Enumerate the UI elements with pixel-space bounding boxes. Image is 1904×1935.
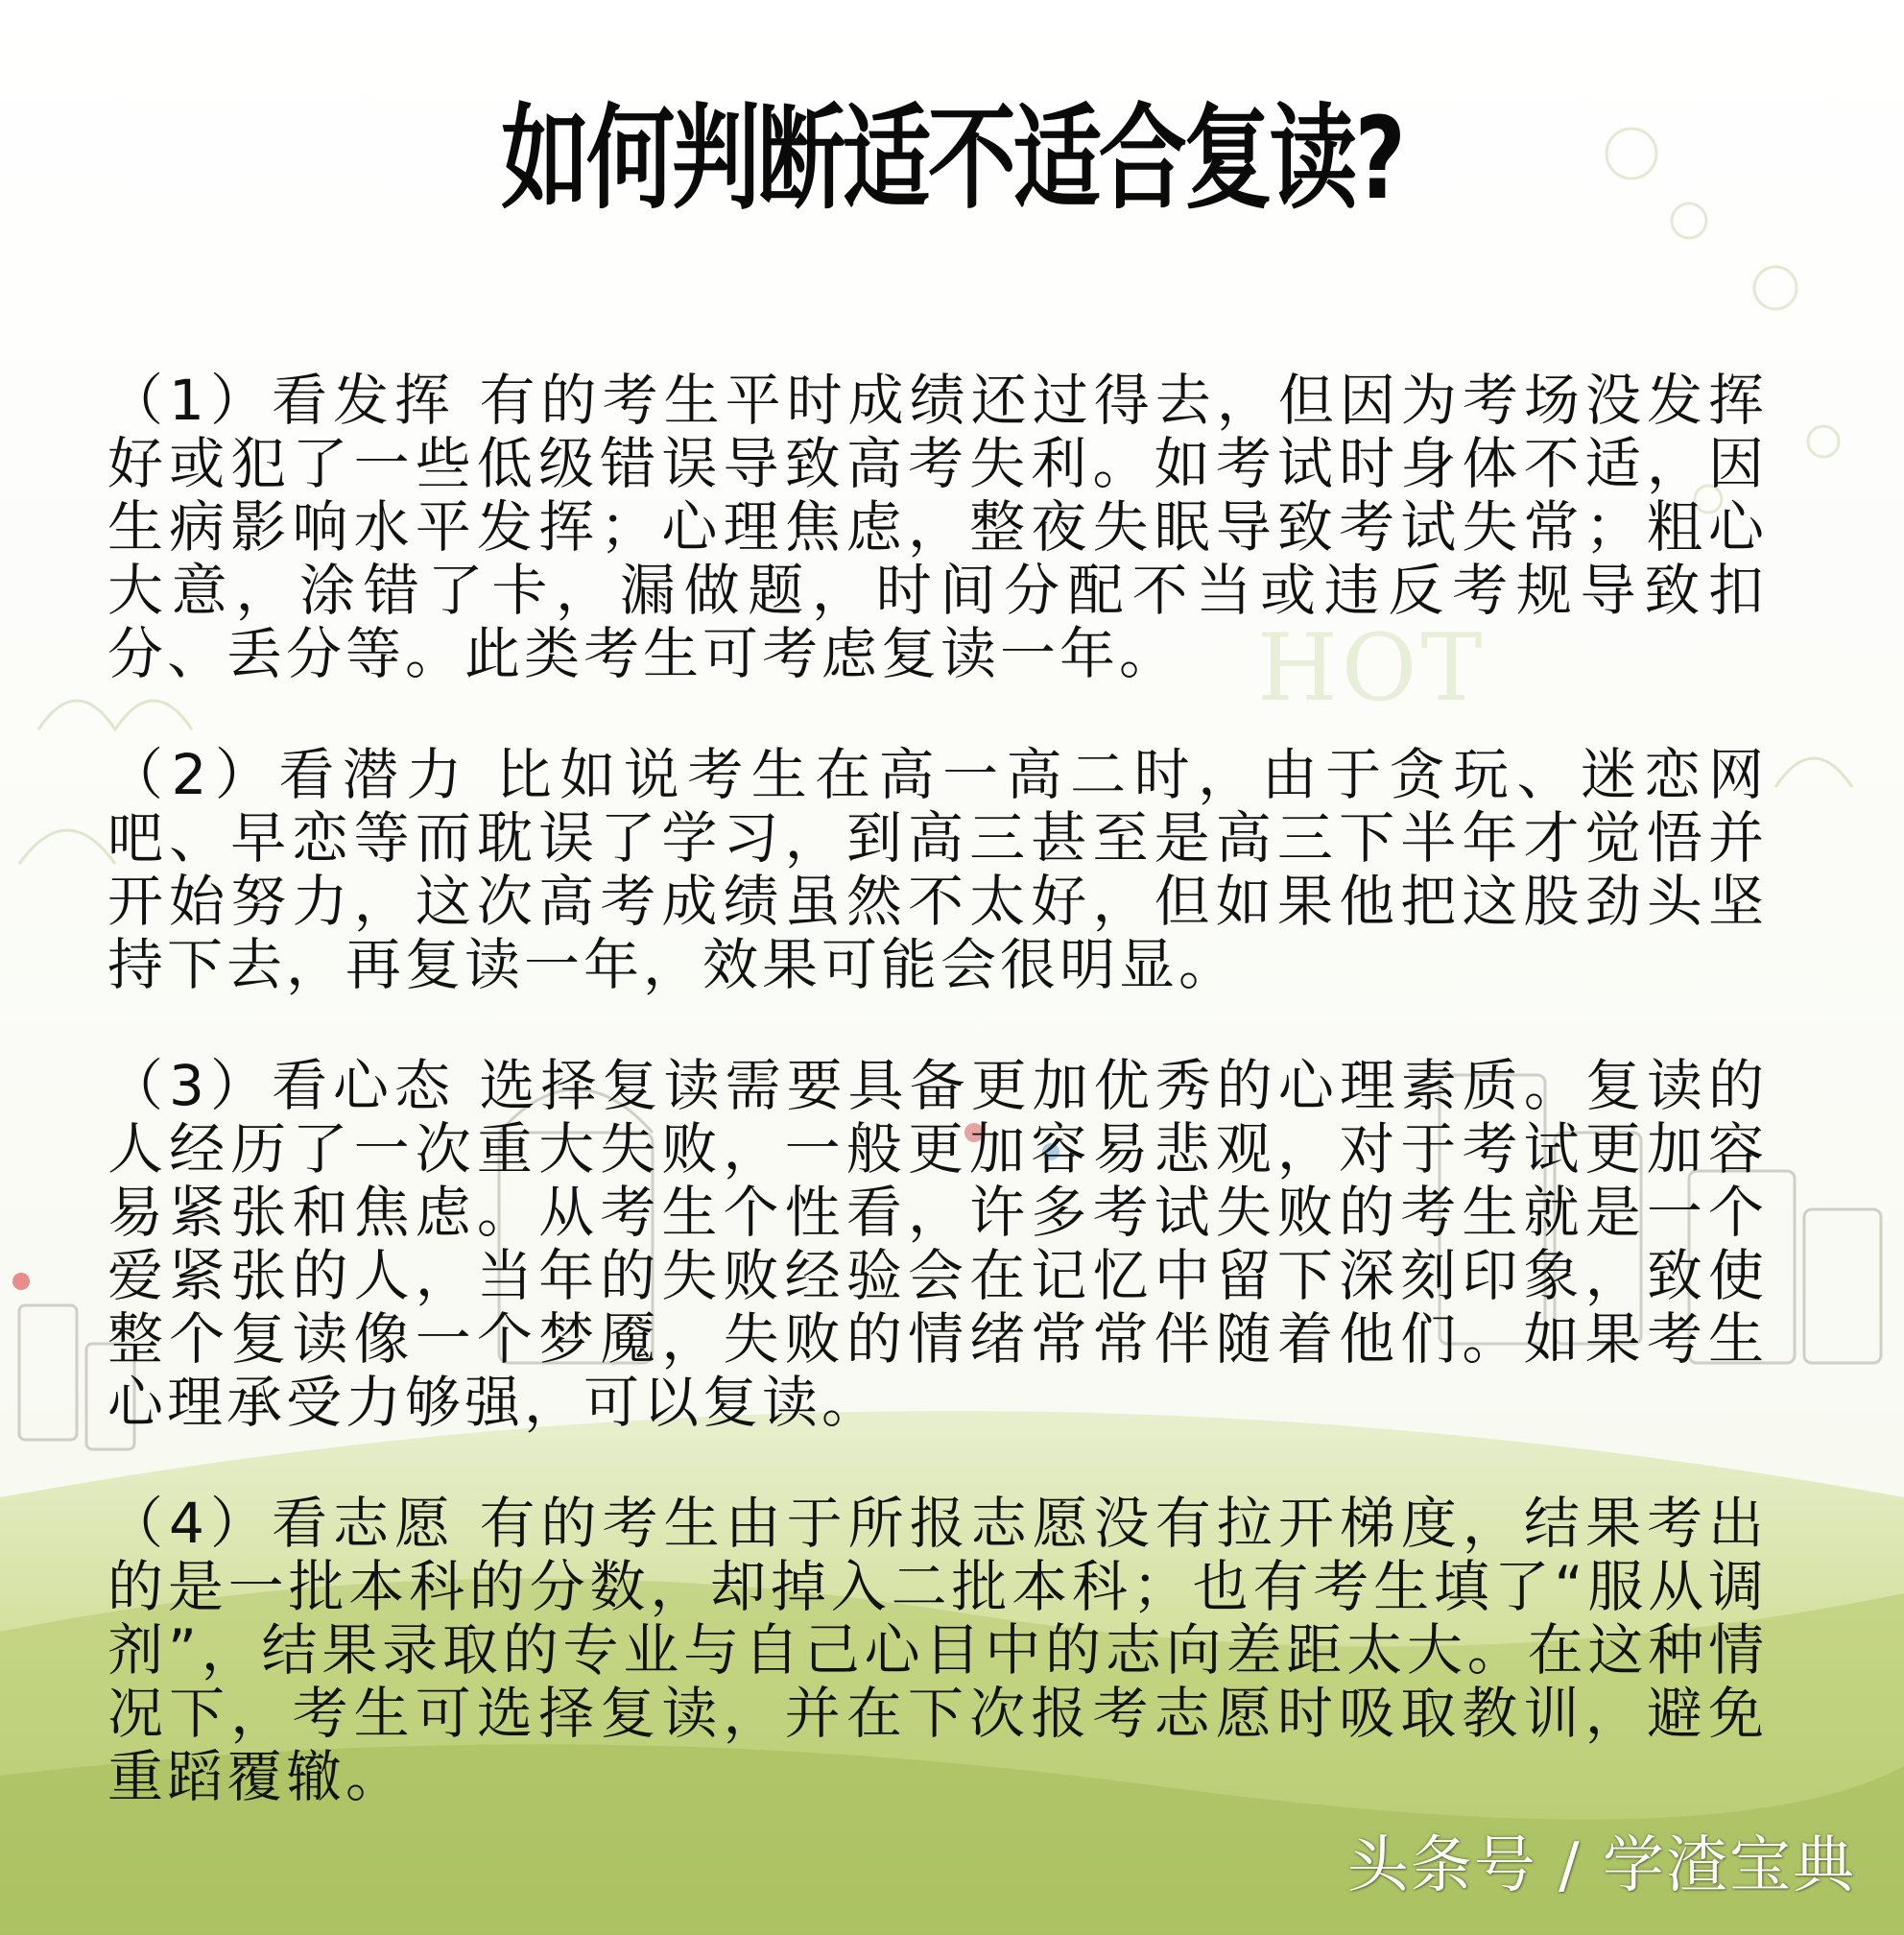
article-body (107, 369, 1768, 1866)
paragraph-3: （3）看心态 选择复读需要具备更加优秀的心理素质。复读的人经历了一次重大失败，一般更加容易悲观，对于考试更加容易紧张和焦虑。从考生个性看，许多考试失败的考生就是一个爱紧张的人，当年的失败经验会在记忆中留下深刻印象，致使整个复读像一个梦魇，失败的情绪常常伴随着他们。如果考生心理承受力够强，可以复读。 (107, 1053, 1768, 1435)
paragraph-1: （1）看发挥 有的考生平时成绩还过得去，但因为考场没发挥好或犯了一些低级错误导致高考失利。如考试时身体不适，因生病影响水平发挥；心理焦虑，整夜失眠导致考试失常；粗心大意，涂错了卡，漏做题，时间分配不当或违反考规导致扣分、丢分等。此类考生可考虑复读一年。 (107, 368, 1768, 686)
source-watermark: 头条号 / 学渣宝典 (1346, 1830, 1856, 1901)
background-sign: HOT (1257, 614, 1487, 722)
paragraph-4: （4）看志愿 有的考生由于所报志愿没有拉开梯度，结果考出的是一批本科的分数，却掉入二批本科；也有考生填了“服从调剂”，结果录取的专业与自己心目中的志向差距太大。在这种情况下，考生可选择复读，并在下次报考志愿时吸取教训，避免重蹈覆辙。 (107, 1491, 1768, 1809)
paragraph-2: （2）看潜力 比如说考生在高一高二时，由于贪玩、迷恋网吧、早恋等而耽误了学习，到高三甚至是高三下半年才觉悟并开始努力，这次高考成绩虽然不太好，但如果他把这股劲头坚持下去，再复读一年，效果可能会很明显。 (107, 742, 1768, 997)
page-title: 如何判断适不适合复读? (501, 92, 1403, 225)
